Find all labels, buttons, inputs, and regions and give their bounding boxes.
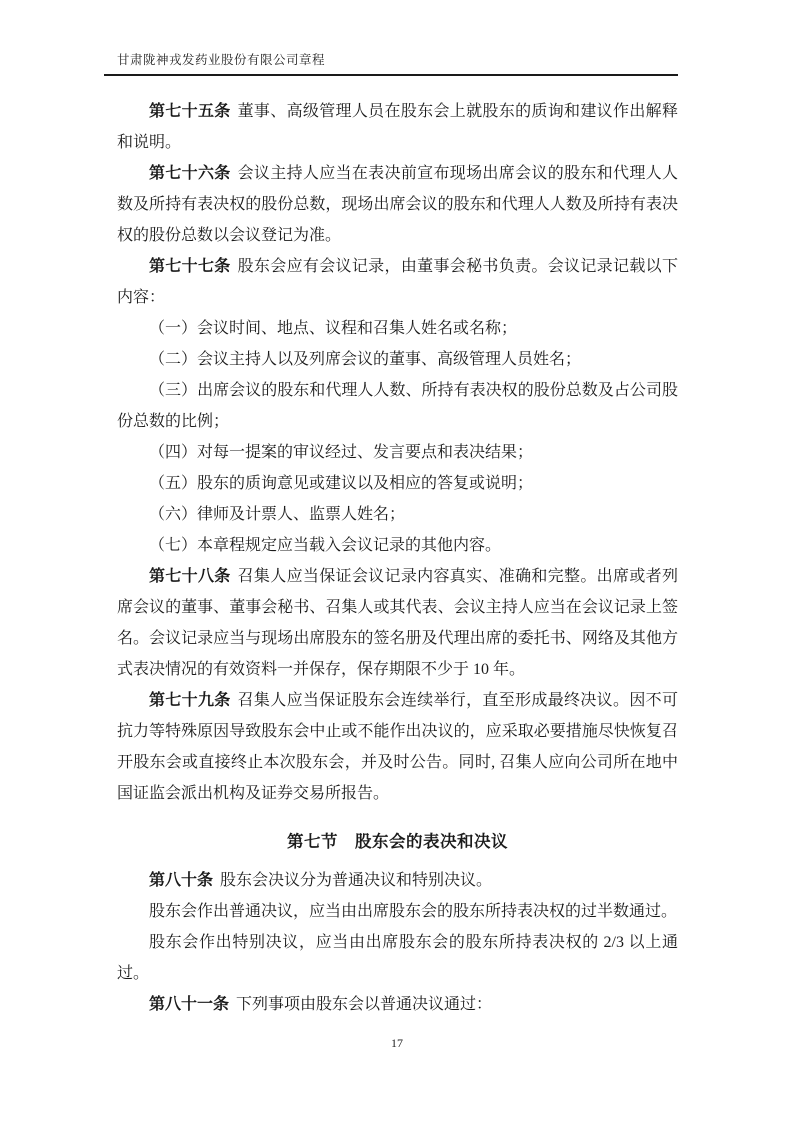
- article-text: 召集人应当保证会议记录内容真实、准确和完整。出席或者列席会议的董事、董事会秘书、召集人或其代表、会议主持人应当在会议记录上签名。会议记录应当与现场出席股东的签名册及代理出席的委托书、网络及其他方式表决情况的有效资料一并保存，保存期限不少于 10 年。: [117, 568, 678, 678]
- header-title: 甘肃陇神戎发药业股份有限公司章程: [117, 53, 326, 67]
- article-text: （三）出席会议的股东和代理人人数、所持有表决权的股份总数及占公司股份总数的比例；: [117, 382, 678, 430]
- article-number: 第七十八条: [149, 568, 231, 585]
- article-number: 第七十七条: [149, 258, 231, 275]
- page-header: [104, 51, 678, 76]
- article-text: （四）对每一提案的审议经过、发言要点和表决结果；: [149, 444, 534, 461]
- article-text: 股东会决议分为普通决议和特别决议。: [220, 872, 493, 889]
- article-text: （一）会议时间、地点、议程和召集人姓名或名称；: [149, 320, 518, 337]
- article-paragraph: [117, 865, 678, 896]
- article-text: 会议主持人应当在表决前宣布现场出席会议的股东和代理人人数及所持有表决权的股份总数，现场出席会议的股东和代理人人数及所持有表决权的股份总数以会议登记为准。: [117, 165, 678, 244]
- article-text: 股东会作出特别决议，应当由出席股东会的股东所持表决权的 2/3 以上通过。: [117, 934, 678, 982]
- article-paragraph: [117, 561, 678, 685]
- article-text: （五）股东的质询意见或建议以及相应的答复或说明；: [149, 475, 534, 492]
- article-paragraph: [117, 685, 678, 809]
- article-paragraph: [117, 251, 678, 313]
- list-item: [117, 468, 678, 499]
- page-number: 17: [391, 1036, 403, 1050]
- article-paragraph: [117, 896, 678, 927]
- article-text: 股东会作出普通决议，应当由出席股东会的股东所持表决权的过半数通过。: [149, 903, 678, 920]
- article-text: 召集人应当保证股东会连续举行，直至形成最终决议。因不可抗力等特殊原因导致股东会中止或不能作出决议的，应采取必要措施尽快恢复召开股东会或直接终止本次股东会，并及时公告。同时, 召集人应向公司所在地中国证监会派出机构及证券交易所报告。: [117, 692, 678, 802]
- article-number: 第七十五条: [149, 103, 231, 120]
- article-text: （七）本章程规定应当载入会议记录的其他内容。: [149, 537, 502, 554]
- article-text: 股东会应有会议记录，由董事会秘书负责。会议记录记载以下内容：: [117, 258, 678, 306]
- article-paragraph: [117, 96, 678, 158]
- list-item: [117, 313, 678, 344]
- article-number: 第八十条: [149, 872, 214, 889]
- article-number: 第八十一条: [149, 996, 230, 1013]
- list-item: [117, 499, 678, 530]
- article-text: 董事、高级管理人员在股东会上就股东的质询和建议作出解释和说明。: [117, 103, 678, 151]
- list-item: [117, 344, 678, 375]
- article-number: 第七十六条: [149, 165, 231, 182]
- list-item: [117, 437, 678, 468]
- document-body: [117, 96, 678, 1020]
- article-paragraph: [117, 158, 678, 251]
- article-paragraph: [117, 927, 678, 989]
- article-text: （二）会议主持人以及列席会议的董事、高级管理人员姓名；: [149, 351, 582, 368]
- list-item: [117, 530, 678, 561]
- article-number: 第七十九条: [149, 692, 231, 709]
- article-text: （六）律师及计票人、监票人姓名；: [149, 506, 406, 523]
- page-footer: [0, 1034, 794, 1052]
- article-text: 下列事项由股东会以普通决议通过：: [236, 996, 493, 1013]
- article-paragraph: [117, 989, 678, 1020]
- section-heading: 第七节 股东会的表决和决议: [287, 832, 508, 851]
- list-item: [117, 375, 678, 437]
